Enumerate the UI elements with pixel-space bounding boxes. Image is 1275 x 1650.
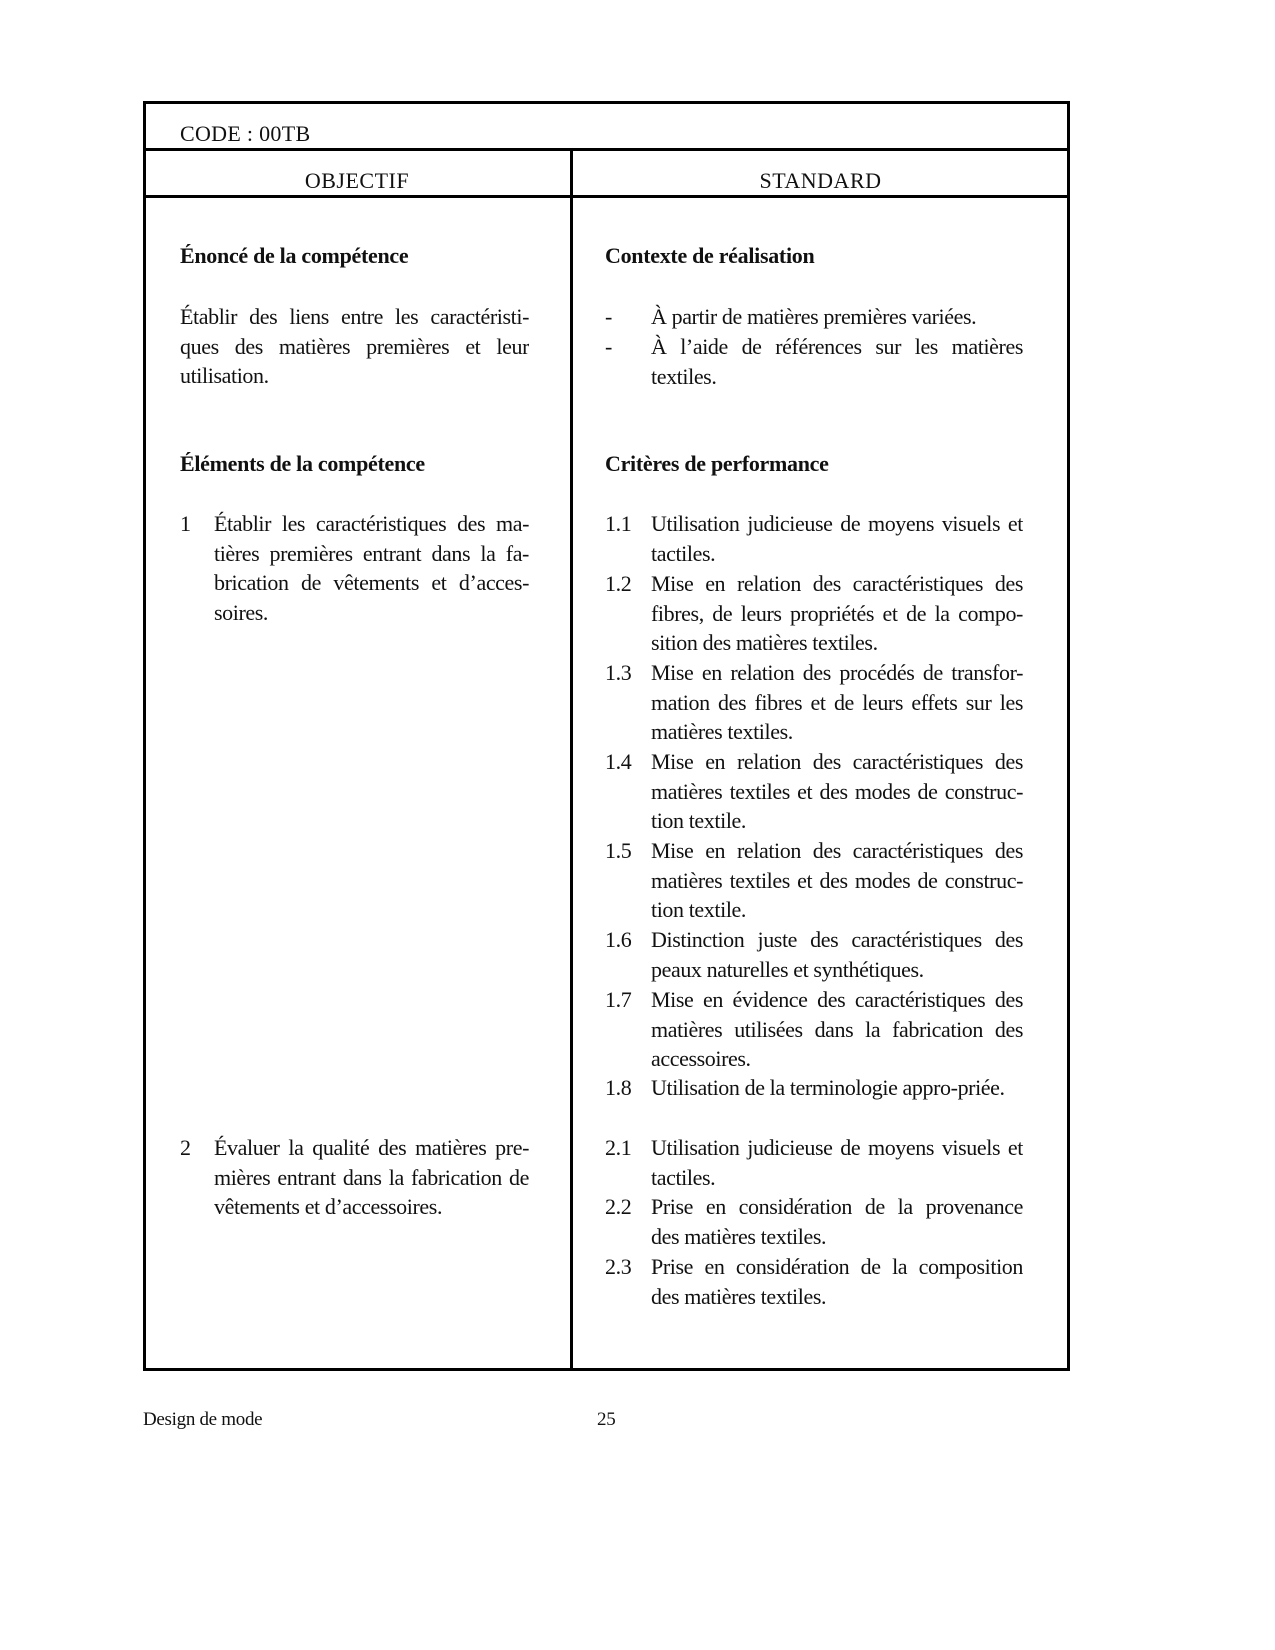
text-line: peaux naturelles et synthétiques. <box>651 956 924 982</box>
item-number: 1.5 <box>605 838 632 863</box>
text-line: Mise en relation des procédés de transfor- <box>651 660 1023 685</box>
text-line: Utilisation judicieuse de moyens visuels et <box>651 511 1023 536</box>
item-number: 2 <box>180 1135 191 1160</box>
text-line: Mise en relation des caractéristiques des <box>651 838 1023 863</box>
item-number: 1.7 <box>605 987 632 1012</box>
item-text <box>651 1252 1023 1311</box>
item-text <box>651 332 1023 391</box>
text-line: Mise en évidence des caractéristiques des <box>651 987 1023 1012</box>
text-line: mières entrant dans la fabrication de <box>214 1164 529 1190</box>
text-line: matières utilisées dans la fabrication des <box>651 1016 1023 1042</box>
text-line: Établir des liens entre les caractéristi- <box>180 304 529 329</box>
item-text <box>651 658 1023 747</box>
column-header-standard: STANDARD <box>759 168 882 193</box>
item-text <box>651 985 1023 1074</box>
column-divider <box>570 148 573 1371</box>
item-number: 1.2 <box>605 571 632 596</box>
item-text <box>651 1133 1023 1192</box>
item-number: 1.4 <box>605 749 632 774</box>
item-text <box>651 925 1023 984</box>
text-line: Mise en relation des caractéristiques des <box>651 749 1023 774</box>
text-line: Établir les caractéristiques des ma- <box>214 511 529 536</box>
heading-criteres: Critères de performance <box>605 451 829 476</box>
page-number: 25 <box>597 1409 616 1430</box>
text-line: tactiles. <box>651 540 716 566</box>
item-number: 1 <box>180 511 191 536</box>
text-line: matières textiles. <box>651 719 793 745</box>
item-text <box>651 1073 1023 1103</box>
text-line: fibres, de leurs propriétés et de la compo- <box>651 600 1023 626</box>
item-text <box>651 836 1023 925</box>
item-text <box>651 747 1023 836</box>
item-number: 1.3 <box>605 660 632 685</box>
row-divider <box>143 195 1070 198</box>
text-line: tactiles. <box>651 1164 716 1190</box>
text-line: À partir de matières premières variées. <box>651 304 977 329</box>
item-number: - <box>605 304 612 329</box>
text-line: soires. <box>214 600 269 626</box>
text-line: des matières textiles. <box>651 1283 827 1309</box>
text-line: Distinction juste des caractéristiques des <box>651 927 1023 952</box>
text-line: utilisation. <box>180 363 269 389</box>
text-line: Prise en considération de la composition <box>651 1254 1023 1279</box>
item-text <box>214 509 529 628</box>
text-line: sition des matières textiles. <box>651 630 878 656</box>
footer-title: Design de mode <box>143 1409 263 1430</box>
text-line: tion textile. <box>651 808 747 834</box>
text-line: tières premières entrant dans la fa- <box>214 540 529 566</box>
item-text <box>651 302 1023 332</box>
item-number: 1.8 <box>605 1075 632 1100</box>
text-line: Prise en considération de la provenance <box>651 1194 1023 1219</box>
text-line: brication de vêtements et d’acces- <box>214 570 529 596</box>
item-number: - <box>605 334 612 359</box>
heading-elements: Éléments de la compétence <box>180 451 425 476</box>
heading-contexte: Contexte de réalisation <box>605 243 815 268</box>
item-number: 2.2 <box>605 1194 632 1219</box>
text-line: mation des fibres et de leurs effets sur les <box>651 689 1023 715</box>
text-line: Évaluer la qualité des matières pre- <box>214 1135 529 1160</box>
item-text <box>214 1133 529 1222</box>
text-line: accessoires. <box>651 1046 751 1072</box>
text-line: tion textile. <box>651 897 747 923</box>
item-text <box>651 509 1023 568</box>
text-line: matières textiles et des modes de construc- <box>651 867 1023 893</box>
item-text <box>651 569 1023 658</box>
text-line: Utilisation judicieuse de moyens visuels et <box>651 1135 1023 1160</box>
text-line: À l’aide de références sur les matières <box>651 334 1023 359</box>
heading-enonce: Énoncé de la compétence <box>180 243 409 268</box>
text-line: textiles. <box>651 363 717 389</box>
text-line: matières textiles et des modes de construc- <box>651 778 1023 804</box>
code-label: CODE : 00TB <box>180 121 311 146</box>
text-line: vêtements et d’accessoires. <box>214 1194 443 1220</box>
row-divider <box>143 148 1070 151</box>
item-text <box>651 1192 1023 1251</box>
item-number: 2.1 <box>605 1135 632 1160</box>
item-number: 1.6 <box>605 927 632 952</box>
item-number: 2.3 <box>605 1254 632 1279</box>
column-header-objectif: OBJECTIF <box>304 168 410 193</box>
item-number: 1.1 <box>605 511 632 536</box>
text-line: Utilisation de la terminologie appro-priée. <box>651 1075 1005 1100</box>
text-line: Mise en relation des caractéristiques des <box>651 571 1023 596</box>
text-line: ques des matières premières et leur <box>180 333 529 359</box>
text-line: des matières textiles. <box>651 1223 827 1249</box>
item-text <box>180 302 529 391</box>
